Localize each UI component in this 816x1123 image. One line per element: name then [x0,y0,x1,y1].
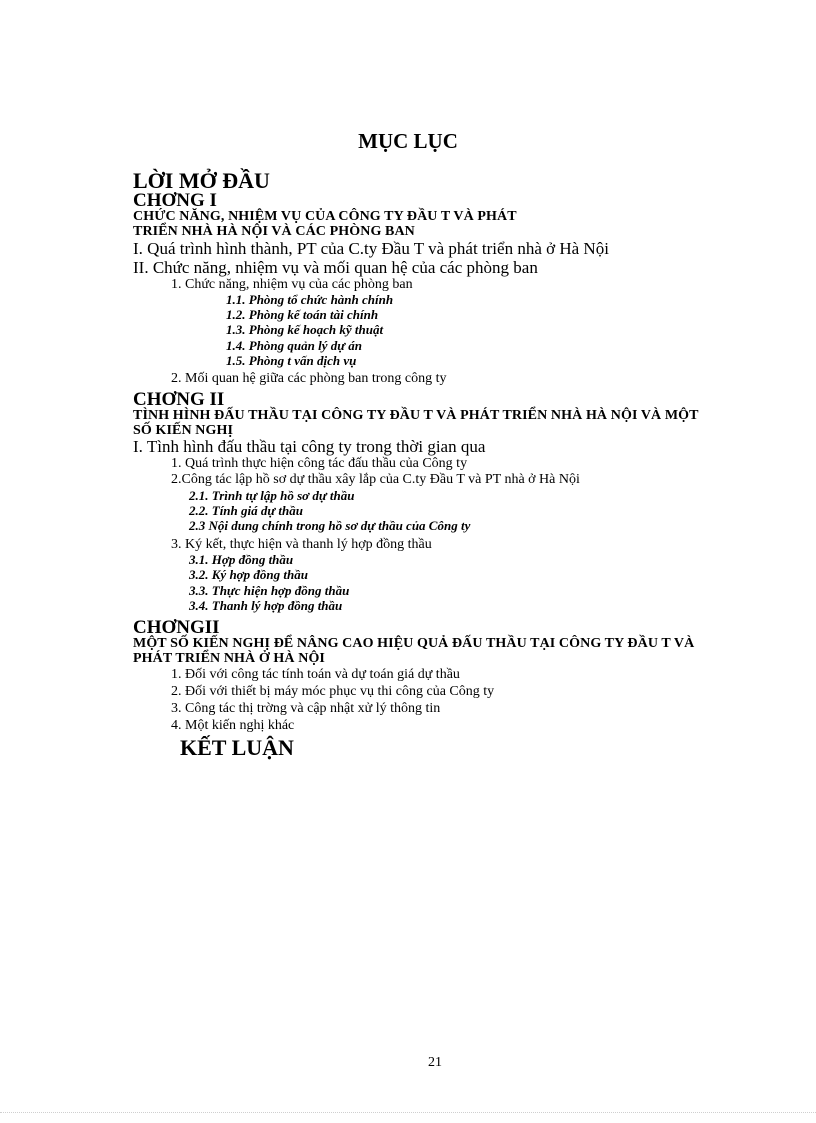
page-bottom-divider [0,1112,816,1113]
chapter2-sub21: 2.1. Trình tự lập hồ sơ dự thầu [189,488,355,503]
chapter2-heading-line2: SỐ KIẾN NGHỊ [133,423,233,438]
chapter1-label: CHƠNG I [133,190,217,211]
chapter1-sub5: 1.5. Phòng t vấn dịch vụ [226,353,357,368]
chapter2-heading-line1: TÌNH HÌNH ĐẤU THẦU TẠI CÔNG TY ĐẦU T VÀ PHÁT TRIỂN NHÀ HÀ NỘI VÀ MỘT [133,408,699,423]
chapter3-heading-line1: MỘT SỐ KIẾN NGHỊ ĐỂ NÂNG CAO HIỆU QUẢ ĐẤU THẦU TẠI CÔNG TY ĐẦU T VÀ [133,636,695,651]
chapter2-item3: 3. Ký kết, thực hiện và thanh lý hợp đồng thầu [171,537,432,552]
chapter1-item1: 1. Chức năng, nhiệm vụ của các phòng ban [171,277,413,292]
chapter2-sub33: 3.3. Thực hiện hợp đồng thầu [189,583,350,598]
chapter2-sub23: 2.3 Nội dung chính trong hồ sơ dự thầu của Công ty [189,518,471,533]
chapter1-item2: 2. Mối quan hệ giữa các phòng ban trong công ty [171,371,447,386]
chapter3-item2: 2. Đối với thiết bị máy móc phục vụ thi công của Công ty [171,684,495,699]
chapter2-label: CHƠNG II [133,389,225,410]
chapter1-section1: I. Quá trình hình thành, PT của C.ty Đầu T và phát triển nhà ở Hà Nội [133,239,609,258]
chapter3-heading-line2: PHÁT TRIỂN NHÀ Ở HÀ NỘI [133,651,325,666]
chapter3-item3: 3. Công tác thị trờng và cập nhật xử lý thông tin [171,701,441,716]
chapter2-section1: I. Tình hình đấu thầu tại công ty trong thời gian qua [133,437,486,456]
page-number: 21 [428,1055,442,1070]
chapter1-heading-line1: CHỨC NĂNG, NHIỆM VỤ CỦA CÔNG TY ĐẦU T VÀ PHÁT [133,209,517,224]
chapter2-item1: 1. Quá trình thực hiện công tác đấu thầu của Công ty [171,456,468,471]
chapter1-sub2: 1.2. Phòng kế toán tài chính [226,307,379,322]
chapter3-item4: 4. Một kiến nghị khác [171,718,295,733]
conclusion-heading: KẾT LUẬN [180,735,294,760]
chapter2-sub32: 3.2. Ký hợp đồng thầu [189,567,308,582]
chapter3-item1: 1. Đối với công tác tính toán và dự toán giá dự thầu [171,667,460,682]
chapter2-sub22: 2.2. Tính giá dự thầu [189,503,303,518]
chapter1-heading-line2: TRIỂN NHÀ HÀ NỘI VÀ CÁC PHÒNG BAN [133,224,415,239]
intro-heading: LỜI MỞ ĐẦU [133,168,270,193]
chapter1-sub3: 1.3. Phòng kế hoạch kỹ thuật [226,322,384,337]
chapter2-item2: 2.Công tác lập hồ sơ dự thầu xây lắp của C.ty Đầu T và PT nhà ở Hà Nội [171,472,580,487]
chapter1-section2: II. Chức năng, nhiệm vụ và mối quan hệ của các phòng ban [133,258,538,277]
chapter2-sub34: 3.4. Thanh lý hợp đồng thầu [189,598,343,613]
chapter3-label: CHƠNGII [133,617,220,638]
page-title: MỤC LỤC [358,129,458,153]
chapter1-sub1: 1.1. Phòng tổ chức hành chính [226,292,394,307]
chapter1-sub4: 1.4. Phòng quản lý dự án [226,338,363,353]
chapter2-sub31: 3.1. Hợp đồng thầu [189,552,294,567]
